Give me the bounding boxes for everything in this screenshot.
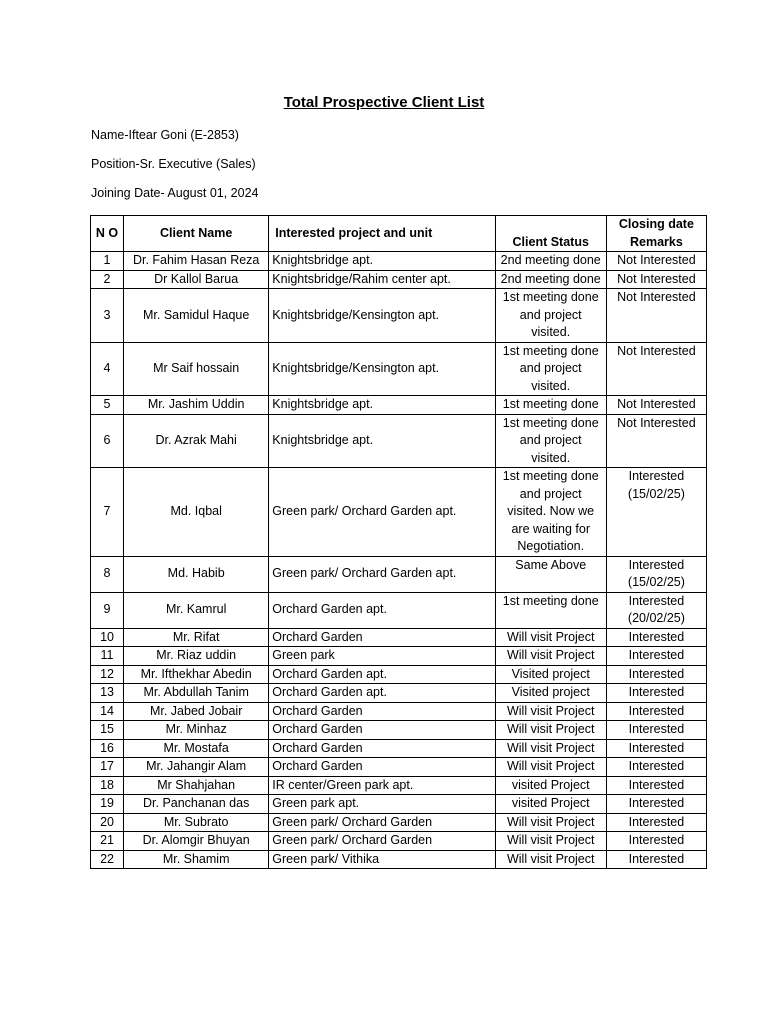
header-status: Client Status [495,216,606,252]
project-unit: Green park/ Orchard Garden apt. [269,468,495,557]
project-unit: Knightsbridge apt. [269,396,495,415]
table-row [91,758,707,777]
client-status: 1st meeting done and project visited. Now we are waiting for Negotiation. [495,468,606,557]
closing-remarks: Not Interested [606,270,706,289]
row-no: 2 [91,270,124,289]
table-row [91,684,707,703]
joining-date: Joining Date- August 01, 2024 [91,186,259,200]
client-name: Mr. Mostafa [124,739,269,758]
table-row [91,270,707,289]
client-name: Mr. Jabed Jobair [124,702,269,721]
client-name: Dr. Fahim Hasan Reza [124,252,269,271]
closing-remarks: Interested [606,795,706,814]
client-name: Mr. Shamim [124,850,269,869]
row-no: 14 [91,702,124,721]
table-row [91,252,707,271]
row-no: 12 [91,665,124,684]
client-name: Mr. Jahangir Alam [124,758,269,777]
client-status: visited Project [495,776,606,795]
table-row [91,647,707,666]
table-row [91,592,707,628]
row-no: 15 [91,721,124,740]
client-status: Visited project [495,665,606,684]
project-unit: Knightsbridge apt. [269,414,495,468]
client-name: Mr. Samidul Haque [124,289,269,343]
client-status: 1st meeting done and project visited. [495,289,606,343]
table-row [91,556,707,592]
closing-remarks: Interested [606,850,706,869]
closing-remarks: Interested [606,739,706,758]
client-name: Mr. Jashim Uddin [124,396,269,415]
project-unit: Orchard Garden [269,721,495,740]
closing-remarks: Interested (20/02/25) [606,592,706,628]
client-name: Mr. Riaz uddin [124,647,269,666]
table-row [91,739,707,758]
client-status: 1st meeting done [495,396,606,415]
table-row [91,628,707,647]
project-unit: Orchard Garden apt. [269,592,495,628]
header-client-name: Client Name [124,216,269,252]
client-table [90,215,707,869]
header-no: N O [91,216,124,252]
closing-remarks: Interested [606,813,706,832]
row-no: 3 [91,289,124,343]
project-unit: IR center/Green park apt. [269,776,495,795]
client-name: Md. Iqbal [124,468,269,557]
client-name: Dr. Panchanan das [124,795,269,814]
row-no: 8 [91,556,124,592]
page-title: Total Prospective Client List [283,94,485,111]
closing-remarks: Interested [606,832,706,851]
employee-name: Name-Iftear Goni (E-2853) [91,128,239,142]
row-no: 17 [91,758,124,777]
project-unit: Orchard Garden [269,628,495,647]
client-status: Same Above [495,556,606,592]
client-name: Md. Habib [124,556,269,592]
project-unit: Knightsbridge/Kensington apt. [269,342,495,396]
table-row [91,795,707,814]
row-no: 6 [91,414,124,468]
project-unit: Green park/ Vithika [269,850,495,869]
closing-remarks: Not Interested [606,414,706,468]
row-no: 19 [91,795,124,814]
table-body [91,252,707,869]
employee-position: Position-Sr. Executive (Sales) [91,157,256,171]
table-row [91,289,707,343]
closing-remarks: Interested [606,684,706,703]
closing-remarks: Not Interested [606,342,706,396]
project-unit: Knightsbridge/Rahim center apt. [269,270,495,289]
table-row [91,702,707,721]
row-no: 18 [91,776,124,795]
closing-remarks: Interested (15/02/25) [606,556,706,592]
row-no: 10 [91,628,124,647]
closing-remarks: Interested [606,628,706,647]
project-unit: Green park apt. [269,795,495,814]
client-status: 1st meeting done and project visited. [495,342,606,396]
table-row [91,776,707,795]
table-header-row [91,216,707,252]
client-status: Will visit Project [495,758,606,777]
client-name: Mr Shahjahan [124,776,269,795]
client-status: Will visit Project [495,628,606,647]
project-unit: Green park [269,647,495,666]
client-status: Will visit Project [495,702,606,721]
closing-remarks: Interested [606,702,706,721]
row-no: 1 [91,252,124,271]
project-unit: Knightsbridge/Kensington apt. [269,289,495,343]
client-name: Mr. Subrato [124,813,269,832]
project-unit: Orchard Garden apt. [269,684,495,703]
project-unit: Green park/ Orchard Garden apt. [269,556,495,592]
client-status: Will visit Project [495,721,606,740]
client-name: Mr. Ifthekhar Abedin [124,665,269,684]
table-row [91,396,707,415]
project-unit: Orchard Garden [269,758,495,777]
client-status: 1st meeting done and project visited. [495,414,606,468]
project-unit: Orchard Garden [269,739,495,758]
client-name: Mr. Kamrul [124,592,269,628]
client-name: Dr. Alomgir Bhuyan [124,832,269,851]
client-name: Dr Kallol Barua [124,270,269,289]
closing-remarks: Not Interested [606,396,706,415]
client-status: Will visit Project [495,832,606,851]
client-status: visited Project [495,795,606,814]
closing-remarks: Interested [606,647,706,666]
table-row [91,850,707,869]
client-status: 1st meeting done [495,592,606,628]
client-status: Will visit Project [495,647,606,666]
closing-remarks: Not Interested [606,289,706,343]
closing-remarks: Interested (15/02/25) [606,468,706,557]
table-row [91,414,707,468]
table-row [91,721,707,740]
table-row [91,813,707,832]
project-unit: Knightsbridge apt. [269,252,495,271]
row-no: 13 [91,684,124,703]
row-no: 21 [91,832,124,851]
client-status: 2nd meeting done [495,252,606,271]
row-no: 7 [91,468,124,557]
client-status: Visited project [495,684,606,703]
row-no: 4 [91,342,124,396]
project-unit: Orchard Garden apt. [269,665,495,684]
row-no: 11 [91,647,124,666]
closing-remarks: Interested [606,721,706,740]
row-no: 22 [91,850,124,869]
row-no: 5 [91,396,124,415]
header-remarks: Closing date Remarks [606,216,706,252]
project-unit: Green park/ Orchard Garden [269,813,495,832]
client-status: Will visit Project [495,813,606,832]
closing-remarks: Not Interested [606,252,706,271]
table-row [91,342,707,396]
client-status: Will visit Project [495,850,606,869]
table-row [91,665,707,684]
project-unit: Orchard Garden [269,702,495,721]
row-no: 9 [91,592,124,628]
row-no: 16 [91,739,124,758]
client-name: Mr. Rifat [124,628,269,647]
closing-remarks: Interested [606,758,706,777]
client-status: 2nd meeting done [495,270,606,289]
closing-remarks: Interested [606,776,706,795]
table-row [91,468,707,557]
table-row [91,832,707,851]
client-name: Mr. Abdullah Tanim [124,684,269,703]
client-name: Mr Saif hossain [124,342,269,396]
project-unit: Green park/ Orchard Garden [269,832,495,851]
row-no: 20 [91,813,124,832]
client-name: Mr. Minhaz [124,721,269,740]
closing-remarks: Interested [606,665,706,684]
header-project: Interested project and unit [269,216,495,252]
client-name: Dr. Azrak Mahi [124,414,269,468]
client-status: Will visit Project [495,739,606,758]
